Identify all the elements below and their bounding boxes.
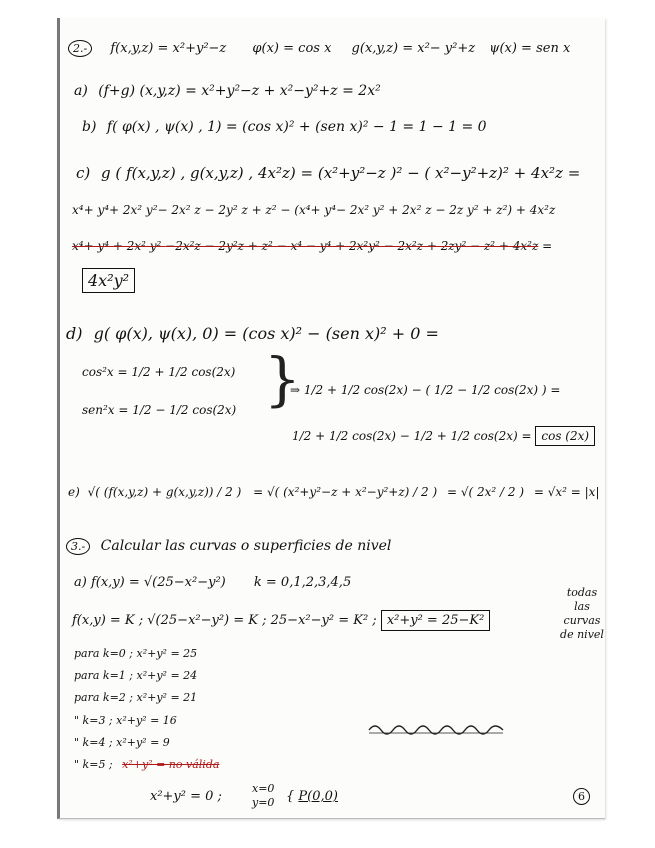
- part-a-line: (f+g) (x,y,z) = x²+y²−z + x²−y²+z = 2x²: [98, 83, 381, 99]
- problem-2-number: 2.-: [68, 40, 92, 57]
- part-c-line1: c) g ( f(x,y,z) , g(x,y,z) , 4x²z) = (x²+y²−z )² − ( x²−y²+z)² + 4x²z =: [76, 164, 581, 182]
- part-c-label: c): [76, 164, 91, 182]
- case-k1: para k=1 ; x²+y² = 24: [74, 669, 198, 682]
- level-result: x²+y² = 25−K²: [381, 610, 491, 631]
- part-c-line2: x⁴+ y⁴+ 2x² y²− 2x² z − 2y² z + z² − (x⁴+ y⁴− 2x² y² + 2x² z − 2z y² + z²) + 4x²z: [72, 203, 556, 217]
- brace-symbol: }: [264, 345, 301, 413]
- part-a-label: a): [74, 83, 88, 99]
- final-solution: x=0 y=0: [252, 782, 275, 809]
- part-d-result: cos (2x): [535, 426, 595, 446]
- part-d-line1: d) g( φ(x), ψ(x), 0) = (cos x)² − (sen x)² + 0 =: [66, 324, 439, 343]
- notebook-sheet: [57, 18, 605, 819]
- part-a: [74, 84, 381, 98]
- case-k4: " k=4 ; x²+y² = 9: [74, 736, 170, 749]
- phi-definition: φ(x) = cos x: [252, 41, 332, 56]
- final-equation: x²+y² = 0 ;: [150, 789, 222, 804]
- problem-3-a: a) f(x,y) = √(25−x²−y²) k = 0,1,2,3,4,5: [74, 575, 352, 590]
- problem-3-number: 3.-: [66, 538, 90, 555]
- part-c-line3: x⁴+ y⁴ + 2x² y² −2x²z − 2y²z + z² − x⁴ − y⁴ + 2x²y² − 2x²z + 2zy² − z² + 4x²z =: [72, 239, 553, 253]
- case-k5-struck: x²+y² = no válida: [122, 758, 220, 771]
- part-c-cancelled-terms: −2x²z − 2y²z + z² − x⁴ − y⁴ + 2x²y² − 2x²z + 2zy² − z² + 4x²z: [165, 239, 539, 253]
- case-k2: para k=2 ; x²+y² = 21: [74, 691, 198, 704]
- problem-3-definition: f(x,y) = √(25−x²−y²): [90, 575, 226, 590]
- final-point: { P(0,0): [286, 789, 338, 804]
- f-definition: f(x,y,z) = x²+y²−z: [110, 41, 227, 56]
- part-d-implies: ⇒ 1/2 + 1/2 cos(2x) − ( 1/2 − 1/2 cos(2x) ) =: [290, 383, 561, 397]
- case-k0: para k=0 ; x²+y² = 25: [74, 647, 198, 660]
- part-e: e) √( (f(x,y,z) + g(x,y,z)) / 2 ) = √( (x²+y²−z + x²−y²+z) / 2 ) = √( 2x² / 2 ) = √x² = |x|: [68, 485, 600, 499]
- k-values: k = 0,1,2,3,4,5: [253, 575, 352, 590]
- problem-3-title: Calcular las curvas o superficies de nivel: [100, 538, 392, 554]
- sen-squared-identity: sen²x = 1/2 − 1/2 cos(2x): [82, 403, 237, 417]
- part-d-label: d): [66, 324, 83, 343]
- page-number: 6: [573, 788, 590, 805]
- part-e-label: e): [68, 485, 80, 499]
- case-k3: " k=3 ; x²+y² = 16: [74, 714, 177, 727]
- side-note: todas las curvas de nivel: [560, 586, 604, 641]
- level-equation: f(x,y) = K ; √(25−x²−y²) = K ; 25−x²−y² = K² ; x²+y² = 25−K²: [72, 614, 490, 627]
- part-d-step2: 1/2 + 1/2 cos(2x) − 1/2 + 1/2 cos(2x) = cos (2x): [292, 430, 595, 442]
- part-c-result: 4x²y²: [82, 273, 135, 289]
- part-b-line: f( φ(x) , ψ(x) , 1) = (cos x)² + (sen x)² − 1 = 1 − 1 = 0: [106, 119, 487, 135]
- problem-2-header: [68, 40, 570, 57]
- problem-3-header: [66, 538, 391, 555]
- scribble-mark: [367, 721, 507, 739]
- cos-squared-identity: cos²x = 1/2 + 1/2 cos(2x): [82, 365, 236, 379]
- case-k5: " k=5 ; x²+y² = no válida: [74, 758, 220, 771]
- part-b: [82, 120, 487, 134]
- part-b-label: b): [82, 119, 97, 135]
- psi-definition: ψ(x) = sen x: [489, 41, 571, 56]
- g-definition: g(x,y,z) = x²− y²+z: [351, 41, 476, 56]
